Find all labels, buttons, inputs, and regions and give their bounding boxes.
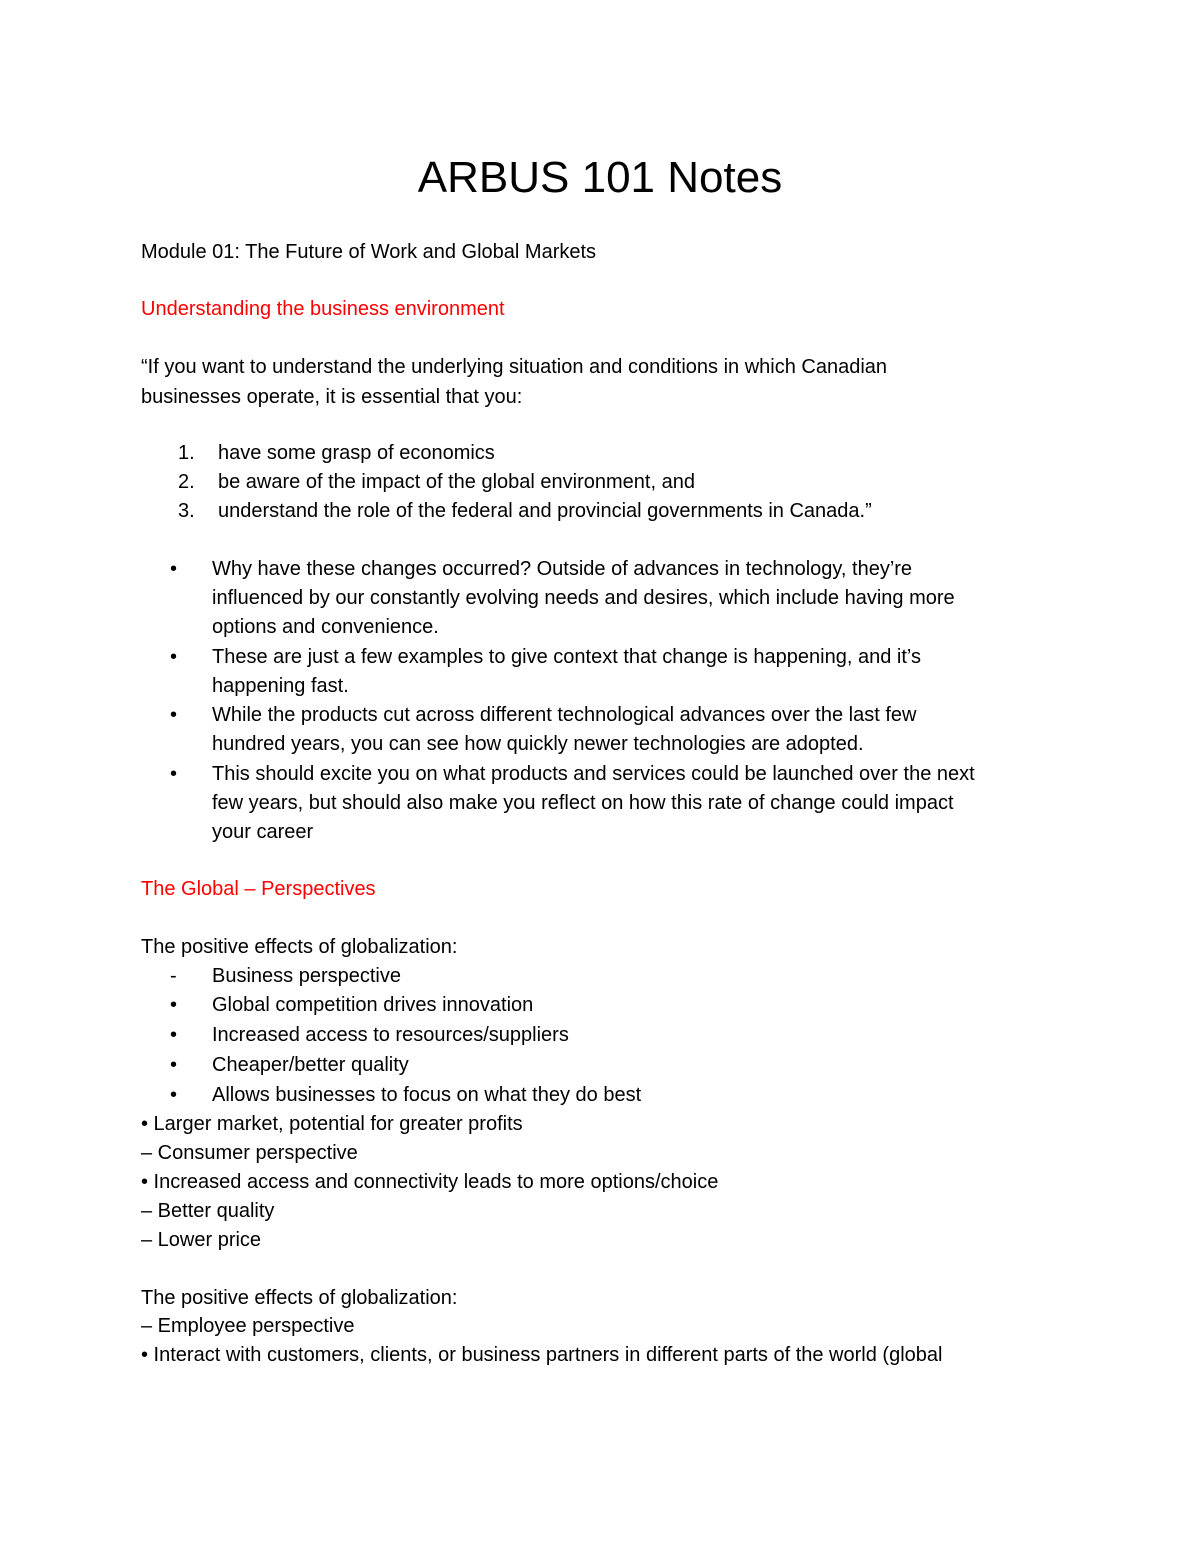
numbered-item-number: 3. bbox=[178, 500, 195, 522]
bullet-icon: • bbox=[170, 1084, 178, 1106]
plain-line: • Larger market, potential for greater profits bbox=[141, 1113, 523, 1135]
subheading-positive-effects: The positive effects of globalization: bbox=[141, 1287, 458, 1309]
plain-line: • Interact with customers, clients, or business partners in different parts of the world (global bbox=[141, 1344, 943, 1366]
bullet-text-line: influenced by our constantly evolving needs and desires, which include having more bbox=[212, 587, 955, 610]
quote-line: businesses operate, it is essential that you: bbox=[141, 386, 523, 408]
business-bullet bbox=[170, 991, 533, 1020]
plain-line: – Better quality bbox=[141, 1200, 275, 1222]
subheading-positive-effects: The positive effects of globalization: bbox=[141, 936, 458, 958]
section-heading-business-environment: Understanding the business environment bbox=[141, 298, 505, 320]
dash-item-text: Business perspective bbox=[212, 965, 401, 987]
bullet-text-line: This should excite you on what products and services could be launched over the next bbox=[212, 763, 975, 785]
business-bullet-text: Increased access to resources/suppliers bbox=[212, 1024, 569, 1046]
dash-marker: - bbox=[170, 965, 177, 987]
bullet-item bbox=[170, 555, 1070, 643]
business-bullet bbox=[170, 1021, 569, 1050]
bullet-icon: • bbox=[170, 1024, 178, 1046]
bullet-icon: • bbox=[170, 1054, 178, 1076]
bullet-text-line: happening fast. bbox=[212, 675, 349, 698]
business-bullet-text: Cheaper/better quality bbox=[212, 1054, 409, 1076]
bullet-item bbox=[170, 760, 1070, 848]
plain-line: – Consumer perspective bbox=[141, 1142, 358, 1164]
business-bullet-text: Allows businesses to focus on what they do best bbox=[212, 1084, 642, 1106]
bullet-icon: • bbox=[170, 994, 178, 1016]
numbered-item bbox=[178, 468, 695, 497]
module-heading: Module 01: The Future of Work and Global Markets bbox=[141, 241, 597, 263]
bullet-item bbox=[170, 643, 1070, 701]
bullet-icon: • bbox=[170, 558, 178, 580]
bullet-text-line: options and convenience. bbox=[212, 616, 439, 639]
business-bullet-text: Global competition drives innovation bbox=[212, 994, 534, 1016]
plain-line: – Employee perspective bbox=[141, 1315, 355, 1337]
section-heading-global-perspectives: The Global – Perspectives bbox=[141, 878, 376, 900]
numbered-item-text: understand the role of the federal and provincial governments in Canada.” bbox=[218, 500, 872, 522]
bullet-text-line: These are just a few examples to give context that change is happening, and it’s bbox=[212, 646, 921, 668]
plain-line: – Lower price bbox=[141, 1229, 262, 1251]
numbered-item-text: have some grasp of economics bbox=[218, 442, 495, 464]
dash-item bbox=[170, 962, 401, 991]
numbered-item bbox=[178, 439, 495, 468]
bullet-icon: • bbox=[170, 763, 178, 785]
quote-line: “If you want to understand the underlying situation and conditions in which Canadian bbox=[141, 356, 888, 378]
page-title: ARBUS 101 Notes bbox=[417, 153, 783, 202]
business-bullet bbox=[170, 1081, 641, 1110]
bullet-text-line: hundred years, you can see how quickly newer technologies are adopted. bbox=[212, 733, 864, 756]
bullet-text-line: few years, but should also make you reflect on how this rate of change could impact bbox=[212, 792, 954, 815]
business-bullet bbox=[170, 1051, 409, 1080]
numbered-item-number: 1. bbox=[178, 442, 195, 464]
numbered-item-text: be aware of the impact of the global environment, and bbox=[218, 471, 695, 493]
numbered-item bbox=[178, 497, 872, 526]
bullet-icon: • bbox=[170, 646, 178, 668]
bullet-item bbox=[170, 701, 1070, 759]
bullet-text-line: Why have these changes occurred? Outside of advances in technology, they’re bbox=[212, 558, 913, 580]
bullet-text-line: your career bbox=[212, 821, 314, 844]
bullet-text-line: While the products cut across different technological advances over the last few bbox=[212, 704, 917, 726]
numbered-item-number: 2. bbox=[178, 471, 195, 493]
plain-line: • Increased access and connectivity leads to more options/choice bbox=[141, 1171, 719, 1193]
bullet-icon: • bbox=[170, 704, 178, 726]
